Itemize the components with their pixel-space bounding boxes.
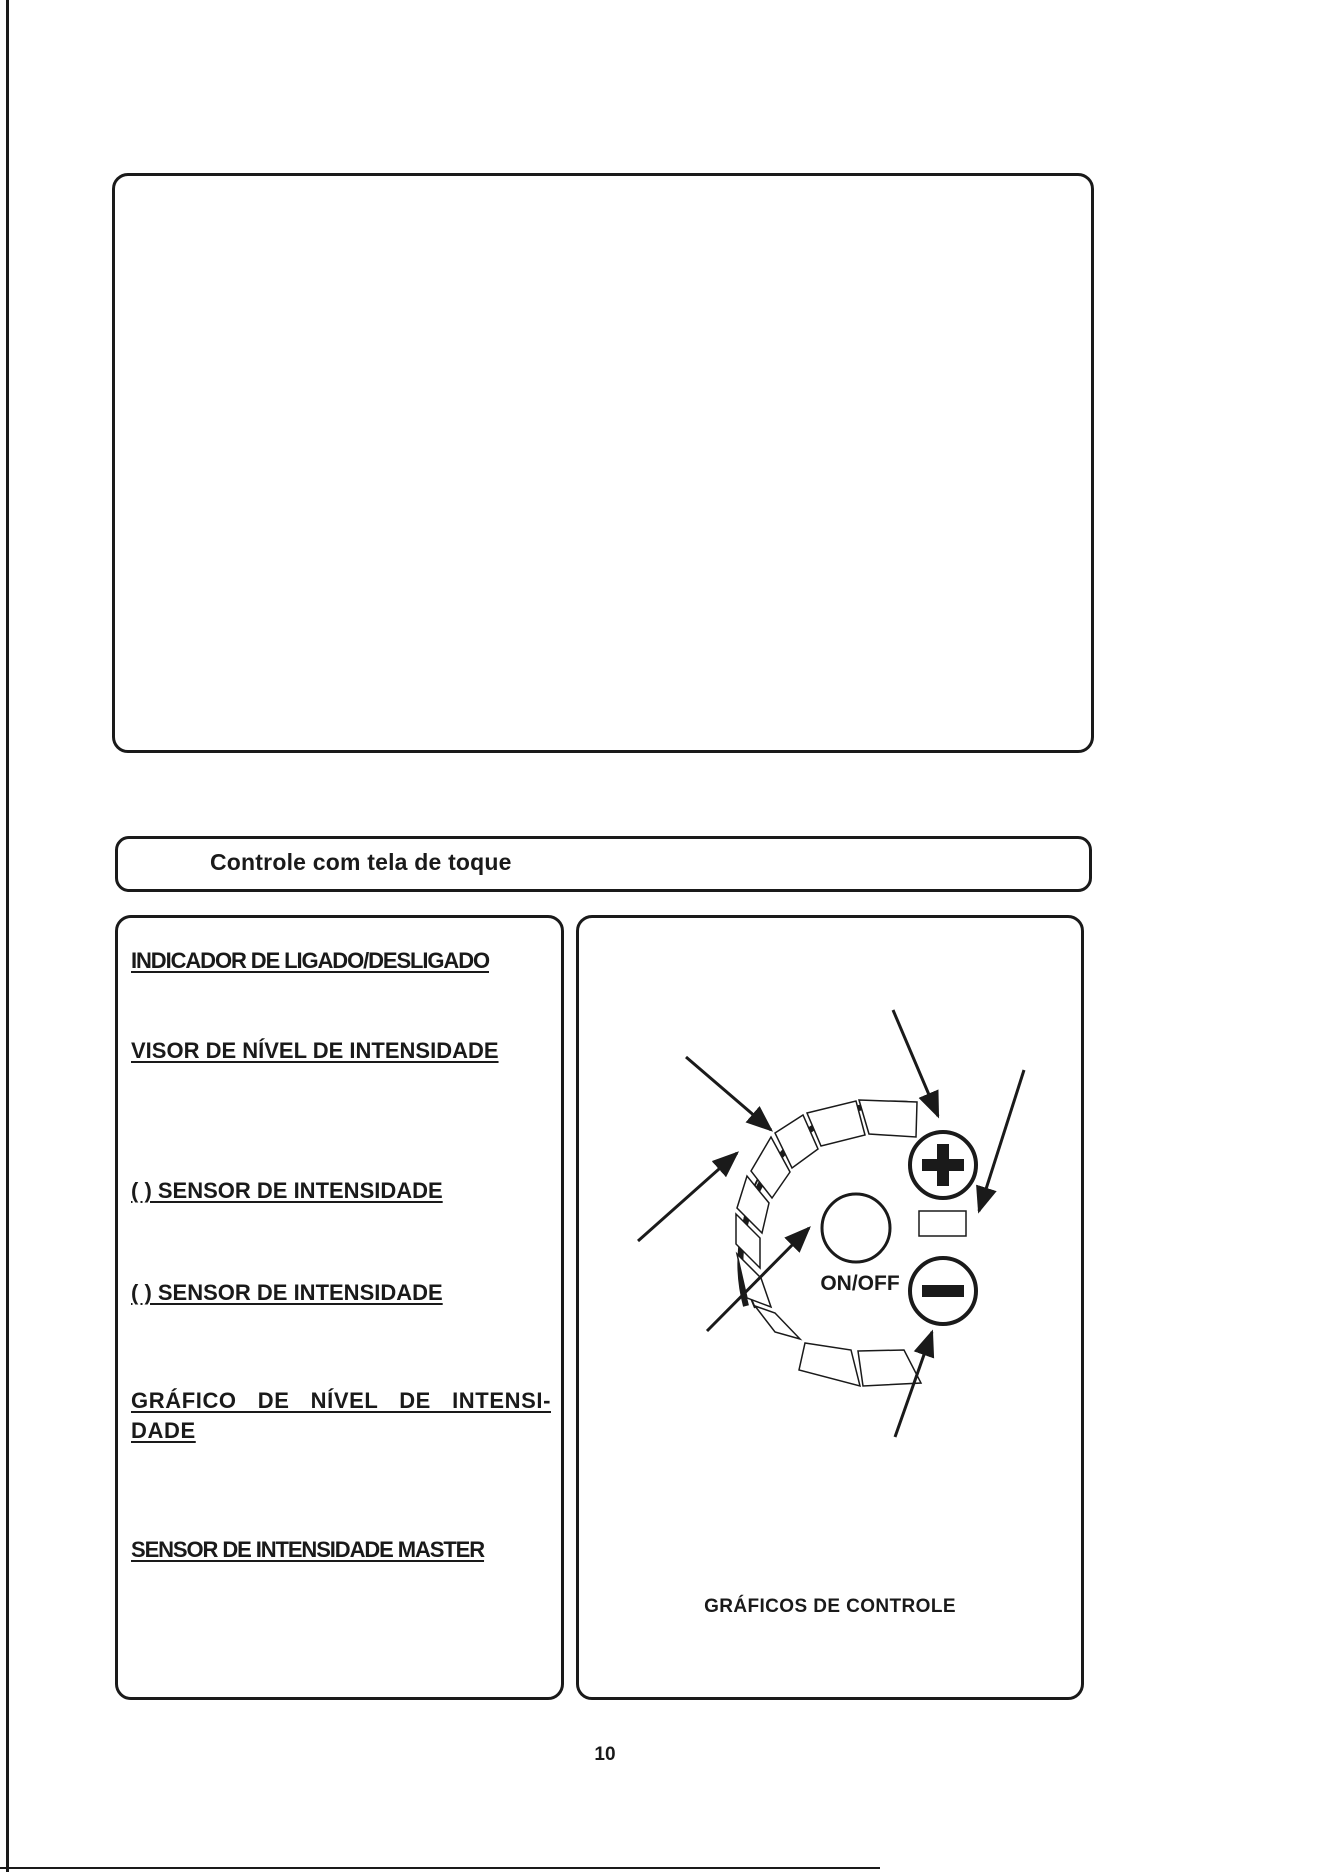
onoff-button-icon (822, 1194, 890, 1262)
legend-panel (115, 915, 564, 1700)
page-number: 10 (594, 1744, 616, 1765)
onoff-label: ON/OFF (820, 1272, 900, 1295)
diagram-panel (576, 915, 1084, 1700)
master-sensor-icon (919, 1211, 966, 1236)
blank-figure-frame (112, 173, 1094, 753)
legend-item-master-sensor: SENSOR DE INTENSIDADE MASTER (131, 1537, 485, 1562)
binding-rule (6, 0, 9, 1872)
legend-item-increase-sensor: ( ) SENSOR DE INTENSIDADE (131, 1178, 443, 1203)
legend-item-decrease-sensor: ( ) SENSOR DE INTENSIDADE (131, 1280, 443, 1305)
section-title: Controle com tela de toque (210, 849, 512, 875)
legend-item-onoff-indicator: INDICADOR DE LIGADO/DESLIGADO (131, 948, 489, 973)
legend-item-level-display: VISOR DE NÍVEL DE INTENSIDADE (131, 1038, 499, 1063)
plus-button-icon (910, 1132, 976, 1198)
minus-button-icon (910, 1258, 976, 1324)
section-header (115, 836, 1092, 892)
bottom-rule (0, 1867, 880, 1869)
control-diagram (579, 918, 1081, 1697)
legend-item-level-graphic: GRÁFICO DE NÍVEL DE INTENSI-DADE (131, 1388, 551, 1443)
diagram-caption: GRÁFICOS DE CONTROLE (704, 1596, 956, 1617)
